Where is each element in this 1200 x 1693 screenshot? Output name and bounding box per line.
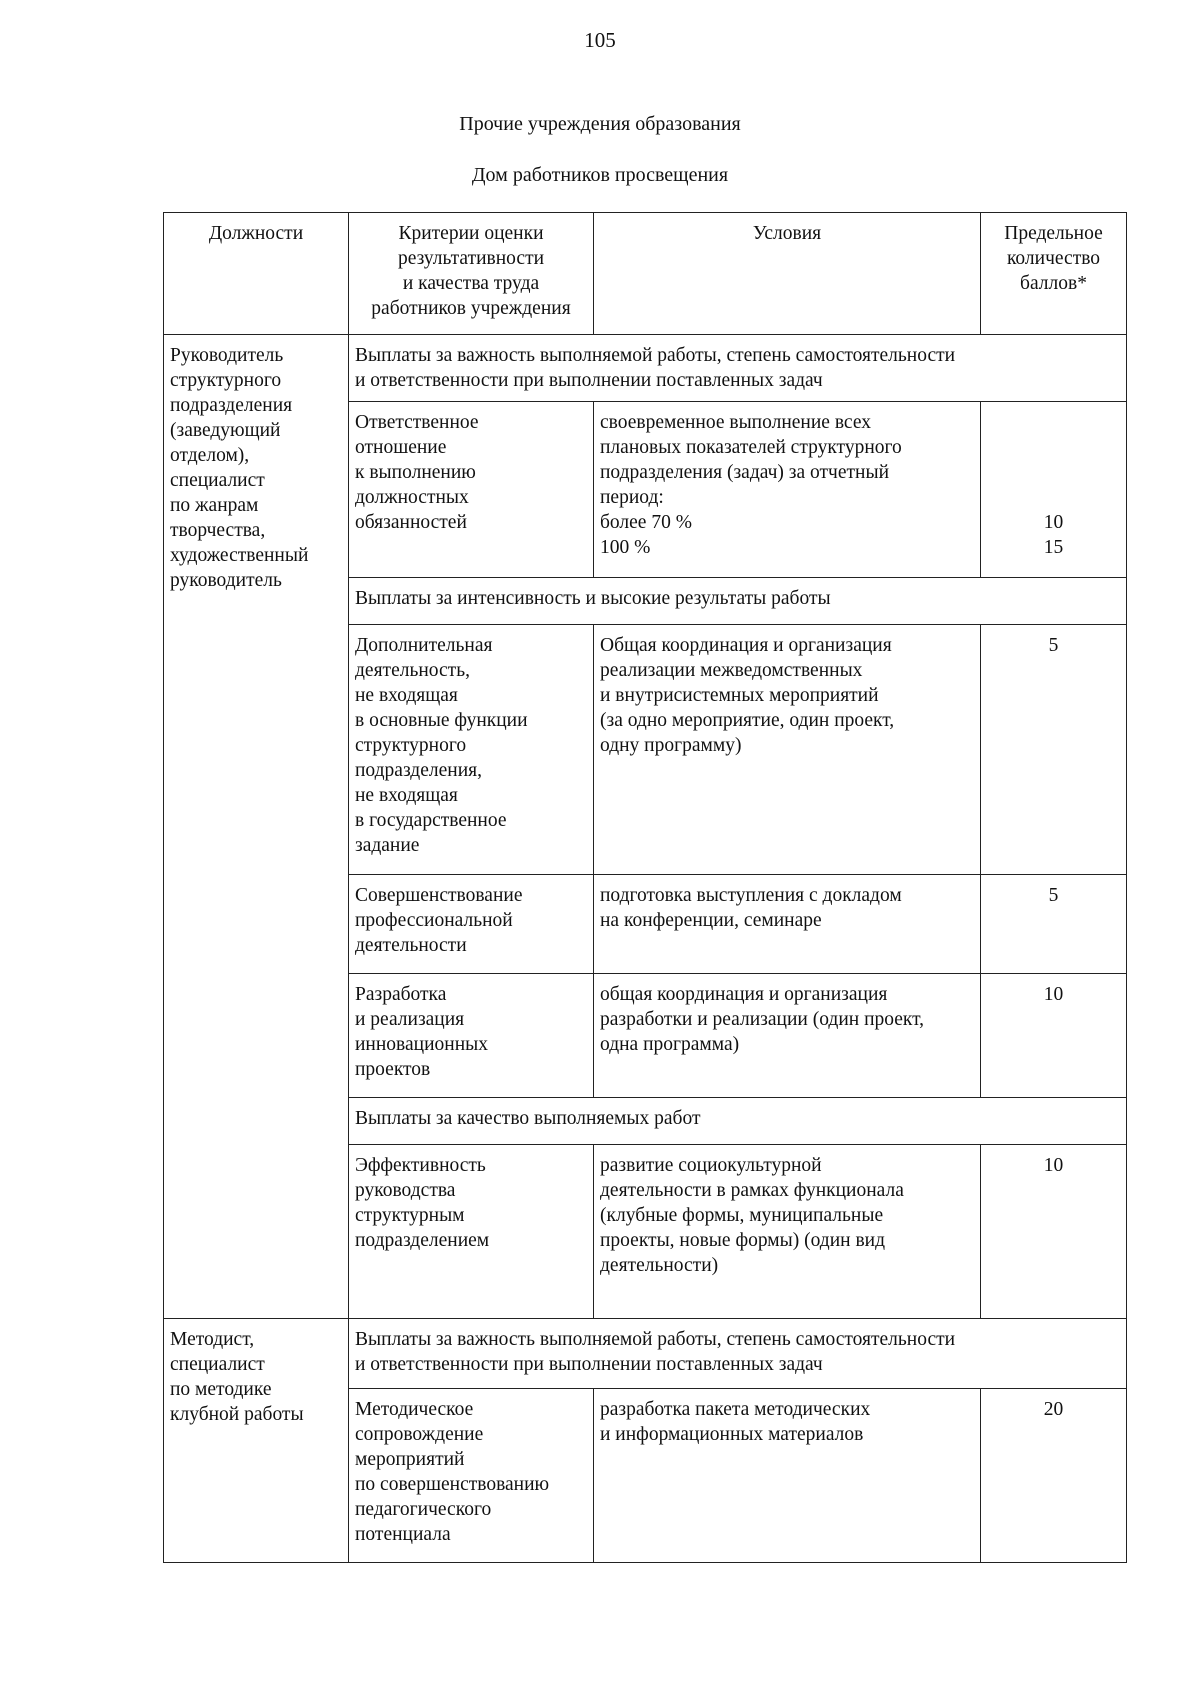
criterion-cell: Совершенствование профессиональной деятельности (349, 875, 594, 974)
position-cell: Методист, специалист по методике клубной работы (164, 1319, 349, 1563)
section-row (164, 1319, 1127, 1389)
criterion-cell: Дополнительная деятельность, не входящая в основные функции структурного подразделения, не входящая в государственное задание (349, 625, 594, 875)
position-cell: Руководитель структурного подразделения (заведующий отделом), специалист по жанрам творчества, художественный руководитель (164, 335, 349, 1319)
points-cell: 10 15 (981, 402, 1127, 578)
header-conditions: Условия (594, 213, 981, 335)
header-criteria: Критерии оценки результативности и качества труда работников учреждения (349, 213, 594, 335)
criterion-cell: Методическое сопровождение мероприятий по совершенствованию педагогического потенциала (349, 1389, 594, 1563)
document-heading: Прочие учреждения образования (459, 113, 741, 135)
condition-cell: своевременное выполнение всех плановых показателей структурного подразделения (задач) за отчетный период: более 70 % 100 % (594, 402, 981, 578)
condition-cell: развитие социокультурной деятельности в рамках функционала (клубные формы, муниципальные проекты, новые формы) (один вид деятельности) (594, 1145, 981, 1319)
criterion-cell: Ответственное отношение к выполнению должностных обязанностей (349, 402, 594, 578)
points-cell: 5 (981, 625, 1127, 875)
points-cell: 10 (981, 974, 1127, 1098)
criteria-table (163, 212, 1127, 1563)
section-title: Выплаты за важность выполняемой работы, степень самостоятельности и ответственности при выполнении поставленных задач (349, 335, 1127, 402)
points-cell: 20 (981, 1389, 1127, 1563)
page-number: 105 (584, 28, 616, 52)
document-subheading: Дом работников просвещения (471, 164, 729, 186)
table-header-row (164, 213, 1127, 335)
condition-cell: подготовка выступления с докладом на конференции, семинаре (594, 875, 981, 974)
header-max-points: Предельное количество баллов* (981, 213, 1127, 335)
section-row (164, 335, 1127, 402)
condition-cell: общая координация и организация разработки и реализации (один проект, одна программа) (594, 974, 981, 1098)
header-positions: Должности (164, 213, 349, 335)
condition-cell: Общая координация и организация реализации межведомственных и внутрисистемных мероприятий (за одно мероприятие, один проект, одну программу) (594, 625, 981, 875)
criterion-cell: Эффективность руководства структурным подразделением (349, 1145, 594, 1319)
points-cell: 5 (981, 875, 1127, 974)
condition-cell: разработка пакета методических и информационных материалов (594, 1389, 981, 1563)
criterion-cell: Разработка и реализация инновационных проектов (349, 974, 594, 1098)
section-title: Выплаты за интенсивность и высокие результаты работы (349, 578, 1127, 625)
points-cell: 10 (981, 1145, 1127, 1319)
section-title: Выплаты за важность выполняемой работы, степень самостоятельности и ответственности при выполнении поставленных задач (349, 1319, 1127, 1389)
section-title: Выплаты за качество выполняемых работ (349, 1098, 1127, 1145)
